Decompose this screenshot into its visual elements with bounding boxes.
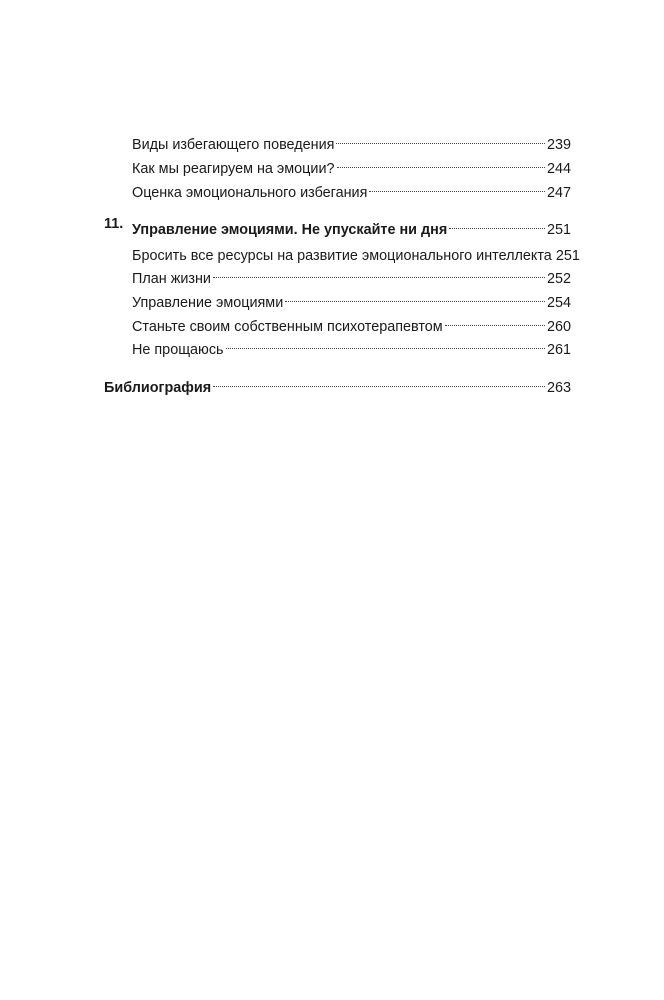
dot-leader — [213, 372, 545, 392]
toc-entry-page: 244 — [546, 161, 571, 177]
chapter-title: Управление эмоциями. Не упускайте ни дня — [132, 222, 448, 238]
toc-entry-title: План жизни — [132, 271, 211, 287]
toc-entry-page: 251 — [555, 248, 580, 264]
toc-entry-title: Бросить все ресурсы на развитие эмоционального интеллекта — [132, 248, 552, 264]
dot-leader — [226, 334, 545, 354]
toc-entry — [132, 311, 571, 335]
toc-entry-page: 260 — [546, 319, 571, 335]
dot-leader — [369, 177, 545, 197]
toc-entry — [132, 177, 571, 201]
dot-leader — [337, 153, 545, 173]
toc-entry — [132, 287, 571, 311]
toc-entry — [132, 129, 571, 153]
toc-entry-page: 247 — [546, 185, 571, 201]
bibliography-entry — [104, 372, 571, 396]
toc-entry — [132, 263, 571, 287]
chapter-number: 11. — [104, 216, 124, 232]
toc-entry-title: Не прощаюсь — [132, 342, 224, 358]
toc-entry-page: 239 — [546, 137, 571, 153]
toc-entry-title: Виды избегающего поведения — [132, 137, 335, 153]
toc-entry-title: Управление эмоциями — [132, 295, 284, 311]
toc-entry-page: 254 — [546, 295, 571, 311]
toc-entry — [132, 240, 580, 264]
toc-entry-title: Станьте своим собственным психотерапевтом — [132, 319, 443, 335]
chapter-heading — [104, 214, 571, 238]
toc-entry — [132, 334, 571, 358]
toc-entry-title: Как мы реагируем на эмоции? — [132, 161, 335, 177]
dot-leader — [285, 287, 545, 307]
dot-leader — [449, 214, 545, 234]
toc-entry-page: 261 — [546, 342, 571, 358]
bibliography-page: 263 — [546, 380, 571, 396]
chapter-page: 251 — [546, 222, 571, 238]
toc-entry — [132, 153, 571, 177]
bibliography-title: Библиография — [104, 380, 212, 396]
dot-leader — [213, 263, 545, 283]
toc-entry-title: Оценка эмоционального избегания — [132, 185, 368, 201]
dot-leader — [445, 311, 545, 331]
toc-entry-page: 252 — [546, 271, 571, 287]
dot-leader — [336, 129, 545, 149]
